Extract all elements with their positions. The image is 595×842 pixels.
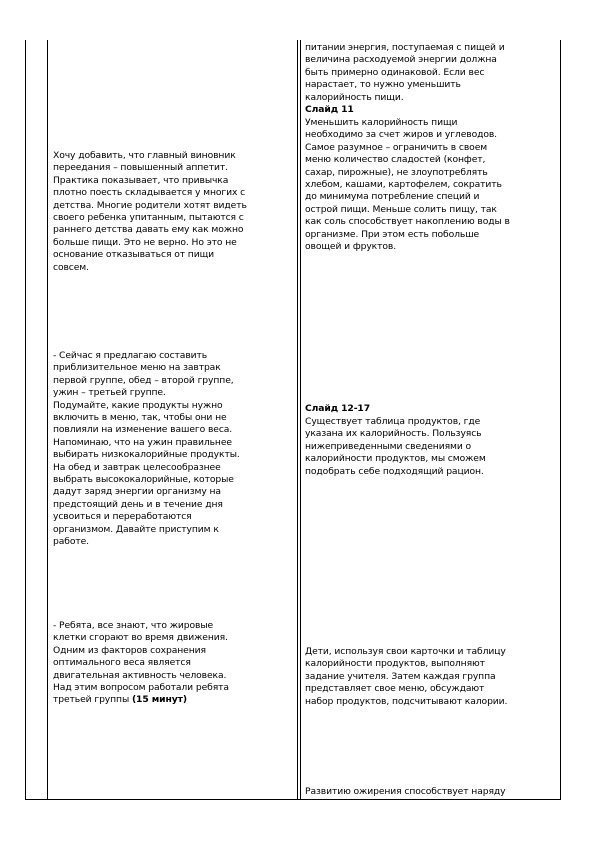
table-border-right (560, 40, 561, 800)
table-border-left (25, 40, 26, 800)
table-divider-3 (300, 40, 301, 800)
left-paragraph-menu-task: - Сейчас я предлагаю составить приблизительное меню на завтрак первой группе, обед – второй группе, ужин – третьей группе. Подумайте, какие продукты нужно включить в меню, так, чтобы они не повлияли на изменение вашего веса. Напоминаю, что на ужин правильнее выбирать низкокалорийные продукты. На обед и завтрак целесообразнее выбрать высококалорийные, которые дадут заряд энергии организму на предстоящий день и в течение дня усвоиться и переработаются организмом. Давайте приступим к работе. (53, 350, 240, 548)
right-paragraph-obesity: Развитию ожирения способствует наряду (305, 786, 506, 797)
lesson-table (25, 40, 561, 800)
left-activity-text: - Ребята, все знают, что жировые клетки сгорают во время движения. Одним из факторов сохранения оптимального веса является двигательная активность человека. Над этим вопросом работали ребята третьей группы (53, 620, 229, 706)
slide-12-17-body: Существует таблица продуктов, где указана их калорийность. Пользуясь нижеприведенными сведениями о калорийности продуктов, мы сможем подобрать себе подходящий рацион. (305, 416, 486, 477)
left-activity-duration: (15 минут) (131, 694, 187, 706)
table-divider-2 (297, 40, 298, 800)
slide-11-title: Слайд 11 (305, 104, 354, 115)
right-paragraph-children-task: Дети, используя свои карточки и таблицу калорийности продуктов, выполняют задание учителя. Затем каждая группа представляет свое меню, обсуждают набор продуктов, подсчитывают калории. (305, 646, 508, 707)
table-divider-1 (47, 40, 48, 800)
slide-12-17-title: Слайд 12-17 (305, 403, 371, 414)
right-paragraph-energy: питании энергия, поступаемая с пищей и величина расходуемой энергии должна быть примерно одинаковой. Если вес нарастает, то нужно уменьшить калорийность пищи. (305, 42, 505, 103)
left-paragraph-appetite: Хочу добавить, что главный виновник переедания – повышенный аппетит. Практика показывает, что привычка плотно поесть складывается у многих с детства. Многие родители хотят видеть своего ребенка упитанным, пытаются с раннего детства давать ему как можно больше пищи. Это не верно. Но это не основание отказываться от пищи совсем. (53, 150, 247, 273)
left-paragraph-activity (53, 620, 297, 707)
table-bottom-border (25, 799, 561, 800)
slide-11-body: Уменьшить калорийность пищи необходимо за счет жиров и углеводов. Самое разумное – ограничить в своем меню количество сладостей (конфет, сахар, пирожные), не злоупотреблять хлебом, кашами, картофелем, сократить до минимума потребление специй и острой пищи. Меньше солить пищу, так как соль способствует накоплению воды в организме. При этом есть побольше овощей и фруктов. (305, 117, 510, 253)
